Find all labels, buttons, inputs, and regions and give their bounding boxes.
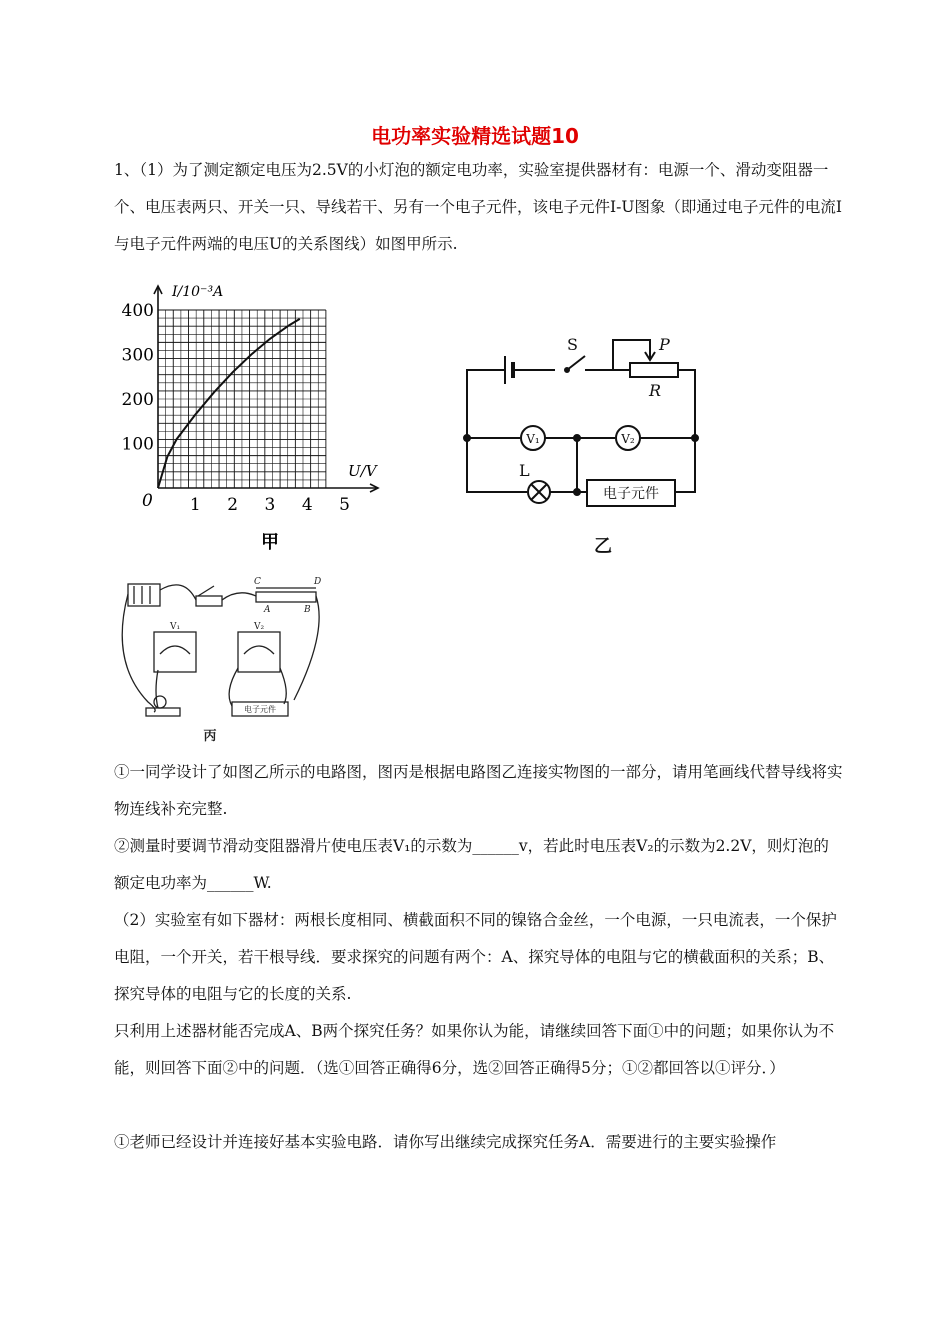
figure-jia-caption: 甲: [261, 532, 279, 553]
junction-bottom: [574, 489, 580, 495]
x-tick-label: 5: [339, 495, 350, 515]
chart-grid: [158, 310, 326, 488]
voltmeter-v1-drawing: [154, 632, 196, 672]
chart-axes: [154, 286, 378, 492]
switch-drawing: [196, 596, 222, 606]
wire-switch-slider: [585, 340, 650, 370]
wire-top-left: [467, 370, 505, 438]
subquestion-1: ①一同学设计了如图乙所示的电路图，图丙是根据电路图乙连接实物图的一部分，请用笔画线代替导线将实物连线补充完整.: [114, 763, 843, 818]
wire-bottom-left: [467, 438, 527, 492]
wire-battery-lamp: [122, 594, 155, 712]
question-1-intro: 1、（1）为了测定额定电压为2.5V的小灯泡的额定电功率，实验室提供器材有：电源一个、滑动变阻器一个、电压表两只、开关一只、导线若干、另有一个电子元件，该电子元件I-U图象（即通过电子元件的电流I与电子元件两端的电压U的关系图线）如图甲所示.: [114, 161, 843, 253]
page-title: 电功率实验精选试题10: [371, 124, 579, 148]
meter-v1-label: V₁: [170, 622, 181, 632]
terminal-b: B: [304, 605, 311, 615]
chart-ticks: [122, 301, 350, 515]
iu-chart: [110, 278, 400, 568]
figure-jia: [110, 278, 400, 568]
lamp-drawing: [154, 696, 166, 708]
switch-blade: [567, 356, 585, 370]
figure-yi: [455, 330, 715, 560]
component-label: 电子元件: [603, 486, 659, 502]
y-tick-label: 400: [121, 301, 154, 321]
meter-v2-label: V₂: [254, 622, 265, 632]
x-axis-label: U/V: [348, 462, 377, 480]
terminal-a: A: [264, 605, 271, 615]
terminal-c: C: [254, 577, 261, 587]
lamp-label: L: [519, 461, 530, 480]
question-1-part-4: ①老师已经设计并连接好基本实验电路．请你写出继续完成探究任务A．需要进行的主要实验操作: [114, 1133, 777, 1151]
wire-top-right: [678, 370, 695, 438]
y-axis-label: I/10⁻³A: [172, 284, 224, 300]
rheostat-label: R: [649, 381, 662, 400]
board-component-label: 电子元件: [244, 705, 276, 714]
figure-yi-caption: 乙: [594, 536, 612, 557]
voltmeter-v2-drawing: [238, 632, 280, 672]
question-1-part-2: （2）实验室有如下器材：两根长度相同、横截面积不同的镍铬合金丝，一个电源，一只电流表，一个保护电阻，一个开关，若干根导线．要求探究的问题有两个：A、探究导体的电阻与它的横截面积的关系；B、探究导体的电阻与它的长度的关系.: [114, 911, 837, 1003]
v2-label: V₂: [621, 432, 635, 446]
x-tick-label: 2: [227, 495, 239, 515]
rheostat-drawing: [256, 592, 316, 602]
battery-box-drawing: [128, 584, 160, 606]
y-tick-label: 200: [121, 390, 154, 410]
x-tick-label: 4: [301, 495, 313, 515]
question-1-part-3: 只利用上述器材能否完成A、B两个探究任务？如果你认为能，请继续回答下面①中的问题；如果你认为不能，则回答下面②中的问题．（选①回答正确得6分，选②回答正确得5分；①②都回答以①评分．）: [114, 1022, 835, 1077]
wire-bottom-right: [675, 438, 695, 492]
figure-bing: [114, 572, 334, 747]
rheostat-body: [630, 363, 678, 377]
iu-curve: [158, 319, 300, 488]
y-tick-label: 300: [121, 345, 154, 366]
y-tick-label: 100: [121, 434, 154, 455]
terminal-d: D: [314, 577, 322, 587]
x-tick-label: 1: [189, 495, 201, 515]
v1-label: V₁: [526, 432, 540, 446]
subquestion-2: ②测量时要调节滑动变阻器滑片使电压表V₁的示数为______v，若此时电压表V₂的示数为2.2V，则灯泡的额定电功率为______W.: [114, 837, 829, 892]
switch-label: S: [567, 335, 578, 354]
slider-label: P: [659, 335, 670, 354]
x-tick-label: 3: [264, 495, 276, 515]
figure-bing-caption: 丙: [203, 729, 217, 744]
origin-label: 0: [142, 491, 153, 511]
